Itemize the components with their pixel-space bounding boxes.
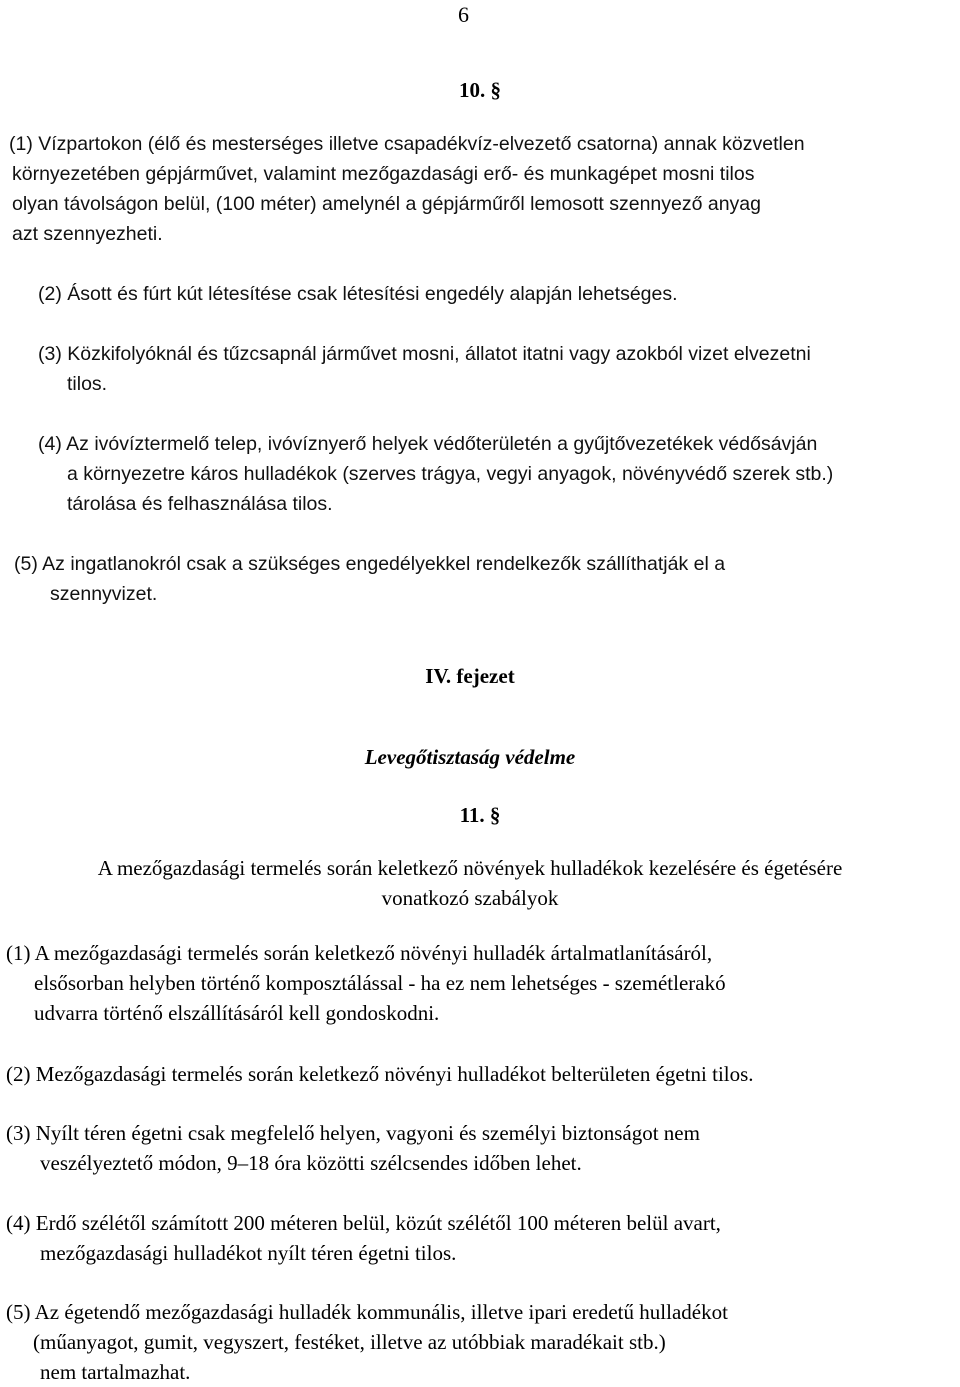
text-line: (műanyagot, gumit, vegyszert, festéket, illetve az utóbbiak maradékait stb.) <box>33 1330 666 1354</box>
text-line: (2) Mezőgazdasági termelés során keletkező növényi hulladékot belterületen égetni tilos. <box>6 1062 754 1086</box>
chapter-number: IV. fejezet <box>425 664 515 688</box>
text-line: környezetében gépjárművet, valamint mezőgazdasági erő- és munkagépet mosni tilos <box>12 163 755 185</box>
text-line: tárolása és felhasználása tilos. <box>67 493 333 515</box>
text-line: szennyvizet. <box>50 583 158 605</box>
text-line: (5) Az ingatlanokról csak a szükséges engedélyekkel rendelkezők szállíthatják el a <box>14 553 726 575</box>
section-11-paragraph-3 <box>6 1118 700 1178</box>
text-line: (2) Ásott és fúrt kút létesítése csak létesítési engedély alapján lehetséges. <box>38 283 678 305</box>
subtitle-line: A mezőgazdasági termelés során keletkező növények hulladékok kezelésére és égetésére <box>97 856 843 880</box>
section-11-paragraph-1 <box>6 938 726 1028</box>
text-line: olyan távolságon belül, (100 méter) amelynél a gépjárműről lemosott szennyező anyag <box>12 193 761 215</box>
text-line: (1) Vízpartokon (élő és mesterséges illetve csapadékvíz-elvezető csatorna) annak közvetlen <box>9 133 805 155</box>
text-line: nem tartalmazhat. <box>40 1360 191 1384</box>
text-line: tilos. <box>67 373 108 395</box>
text-line: (3) Nyílt téren égetni csak megfelelő helyen, vagyoni és személyi biztonságot nem <box>6 1121 700 1145</box>
page-number: 6 <box>458 2 469 27</box>
text-line: (3) Közkifolyóknál és tűzcsapnál járművet mosni, állatot itatni vagy azokból vizet elvezetni <box>38 343 811 365</box>
text-line: (5) Az égetendő mezőgazdasági hulladék kommunális, illetve ipari eredetű hulladékot <box>6 1300 728 1324</box>
section-10-title: 10. § <box>459 78 501 102</box>
text-line: (1) A mezőgazdasági termelés során keletkező növényi hulladék ártalmatlanításáról, <box>6 941 713 965</box>
section-11-paragraph-5 <box>6 1297 728 1387</box>
section-11-subtitle <box>0 853 940 913</box>
text-line: mezőgazdasági hulladékot nyílt téren égetni tilos. <box>40 1241 457 1265</box>
section-10-paragraph-1 <box>9 129 805 249</box>
section-10-paragraph-3 <box>38 339 811 399</box>
section-11-paragraph-2 <box>6 1059 754 1089</box>
text-line: (4) Erdő szélétől számított 200 méteren belül, közút szélétől 100 méteren belül avart, <box>6 1211 721 1235</box>
text-line: azt szennyezheti. <box>12 223 163 245</box>
section-10-paragraph-5 <box>14 549 725 609</box>
text-line: a környezetre káros hulladékok (szerves trágya, vegyi anyagok, növényvédő szerek stb.) <box>67 463 834 485</box>
section-10-paragraph-4 <box>38 429 833 519</box>
section-10-paragraph-2 <box>38 279 678 309</box>
subtitle-line: vonatkozó szabályok <box>381 886 559 910</box>
text-line: elsősorban helyben történő komposztálással - ha ez nem lehetséges - szemétlerakó <box>34 971 726 995</box>
text-line: veszélyeztető módon, 9–18 óra közötti szélcsendes időben lehet. <box>40 1151 582 1175</box>
section-11-paragraph-4 <box>6 1208 721 1268</box>
section-11-title: 11. § <box>459 803 501 827</box>
text-line: udvarra történő elszállításáról kell gondoskodni. <box>34 1001 440 1025</box>
chapter-title: Levegőtisztaság védelme <box>364 745 576 769</box>
text-line: (4) Az ivóvíztermelő telep, ivóvíznyerő helyek védőterületén a gyűjtővezetékek védősávján <box>38 433 818 455</box>
